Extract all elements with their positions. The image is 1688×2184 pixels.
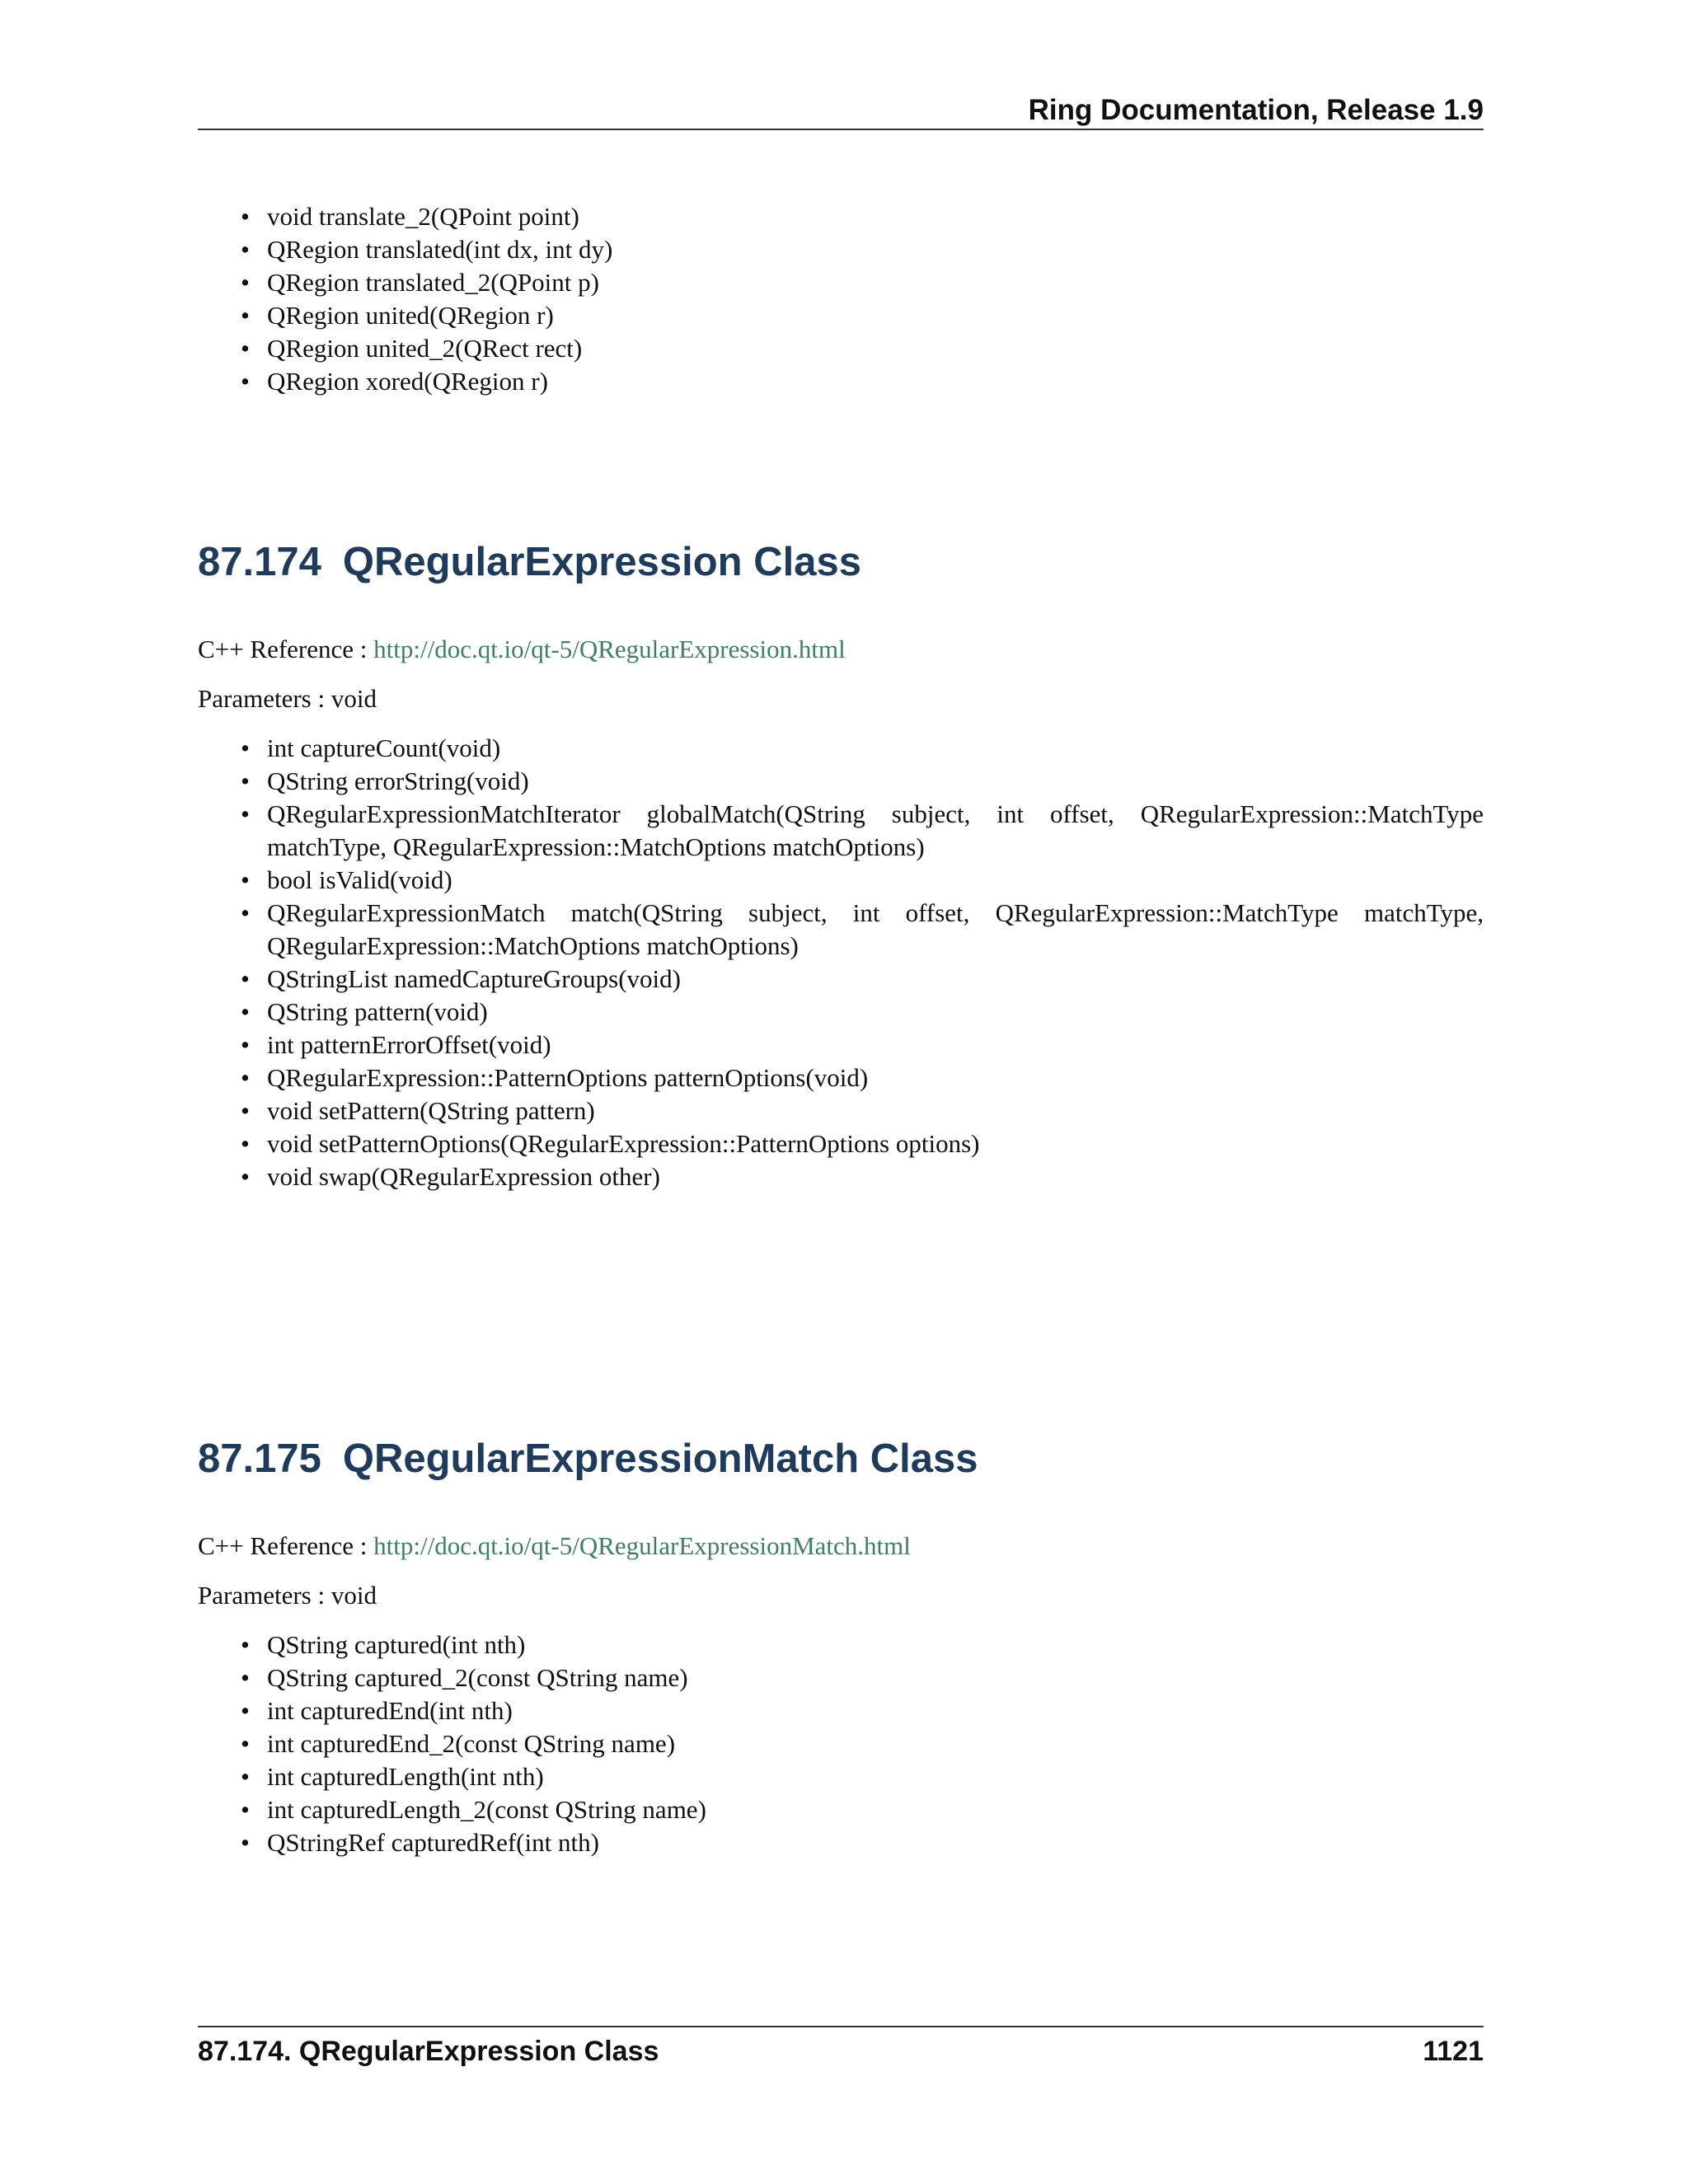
list-item: • QRegion xored(QRegion r) bbox=[198, 365, 1484, 398]
list-item: • int capturedLength(int nth) bbox=[198, 1760, 1484, 1793]
bullet-icon: • bbox=[241, 1162, 250, 1191]
section-heading-qregularexpression: 87.174 QRegularExpression Class bbox=[198, 540, 861, 584]
list-item: • int captureCount(void) bbox=[198, 732, 1484, 765]
list-item: • QRegion translated(int dx, int dy) bbox=[198, 233, 1484, 266]
section-heading-qregularexpressionmatch: 87.175 QRegularExpressionMatch Class bbox=[198, 1436, 978, 1481]
list-item: • QRegion united_2(QRect rect) bbox=[198, 332, 1484, 365]
bullet-icon: • bbox=[241, 733, 250, 762]
cpp-reference: C++ Reference : http://doc.qt.io/qt-5/QRegularExpressionMatch.html bbox=[198, 1531, 911, 1560]
bullet-icon: • bbox=[241, 997, 250, 1026]
bullet-icon: • bbox=[241, 1663, 250, 1692]
bullet-icon: • bbox=[241, 1630, 250, 1659]
list-item: • bool isValid(void) bbox=[198, 864, 1484, 897]
list-item: • int patternErrorOffset(void) bbox=[198, 1029, 1484, 1062]
bullet-icon: • bbox=[241, 235, 250, 264]
list-item: • QString errorString(void) bbox=[198, 765, 1484, 798]
bullet-icon: • bbox=[241, 1696, 250, 1725]
list-item: • QString captured(int nth) bbox=[198, 1629, 1484, 1661]
bullet-icon: • bbox=[241, 1063, 250, 1092]
bullet-icon: • bbox=[241, 202, 250, 231]
page-number: 1121 bbox=[1423, 2036, 1484, 2067]
bullet-icon: • bbox=[241, 1762, 250, 1791]
cpp-reference: C++ Reference : http://doc.qt.io/qt-5/QRegularExpression.html bbox=[198, 635, 846, 663]
bullet-icon: • bbox=[241, 1030, 250, 1059]
qregularexpressionmatch-method-list bbox=[198, 1629, 1484, 1859]
list-item: • int capturedEnd_2(const QString name) bbox=[198, 1727, 1484, 1760]
page-header bbox=[198, 91, 1484, 130]
bullet-icon: • bbox=[241, 1096, 250, 1125]
page-footer bbox=[198, 2026, 1484, 2072]
bullet-icon: • bbox=[241, 964, 250, 993]
bullet-icon: • bbox=[241, 1795, 250, 1824]
qregion-method-list bbox=[198, 200, 1484, 398]
bullet-icon: • bbox=[241, 367, 250, 396]
qregularexpression-method-list bbox=[198, 732, 1484, 1193]
list-item: • int capturedEnd(int nth) bbox=[198, 1694, 1484, 1727]
bullet-icon: • bbox=[241, 1828, 250, 1857]
document-title: Ring Documentation, Release 1.9 bbox=[1028, 94, 1484, 126]
bullet-icon: • bbox=[241, 301, 250, 330]
bullet-icon: • bbox=[241, 268, 250, 297]
list-item: • QString captured_2(const QString name) bbox=[198, 1661, 1484, 1694]
list-item: • void translate_2(QPoint point) bbox=[198, 200, 1484, 233]
list-item: • void setPattern(QString pattern) bbox=[198, 1094, 1484, 1127]
bullet-icon: • bbox=[241, 1729, 250, 1758]
list-item: • QRegularExpression::PatternOptions patternOptions(void) bbox=[198, 1062, 1484, 1094]
bullet-icon: • bbox=[241, 799, 250, 828]
parameters-line: Parameters : void bbox=[198, 684, 377, 713]
list-item: • QRegion united(QRegion r) bbox=[198, 299, 1484, 332]
list-item: • void setPatternOptions(QRegularExpression::PatternOptions options) bbox=[198, 1127, 1484, 1160]
bullet-icon: • bbox=[241, 334, 250, 363]
bullet-icon: • bbox=[241, 865, 250, 894]
list-item: • QRegion translated_2(QPoint p) bbox=[198, 266, 1484, 299]
cpp-reference-link[interactable]: http://doc.qt.io/qt-5/QRegularExpression.html bbox=[373, 635, 846, 663]
bullet-icon: • bbox=[241, 766, 250, 795]
list-item: • QStringRef capturedRef(int nth) bbox=[198, 1826, 1484, 1859]
list-item: • QRegularExpressionMatchIterator globalMatch(QString subject, int offset, QRegularExpression::MatchType matchType, QRegularExpression::MatchOptions matchOptions) bbox=[241, 799, 1484, 861]
list-item: • void swap(QRegularExpression other) bbox=[198, 1160, 1484, 1193]
list-item: • QStringList namedCaptureGroups(void) bbox=[198, 963, 1484, 996]
bullet-icon: • bbox=[241, 898, 250, 927]
bullet-icon: • bbox=[241, 1129, 250, 1158]
parameters-line: Parameters : void bbox=[198, 1581, 377, 1610]
cpp-reference-link[interactable]: http://doc.qt.io/qt-5/QRegularExpressionMatch.html bbox=[373, 1531, 911, 1560]
list-item: • QString pattern(void) bbox=[198, 996, 1484, 1029]
list-item: • QRegularExpressionMatch match(QString subject, int offset, QRegularExpression::MatchType matchType, QRegularExpression::MatchOptions matchOptions) bbox=[241, 898, 1484, 960]
footer-section-title: 87.174. QRegularExpression Class bbox=[198, 2036, 659, 2067]
list-item: • int capturedLength_2(const QString name) bbox=[198, 1793, 1484, 1826]
